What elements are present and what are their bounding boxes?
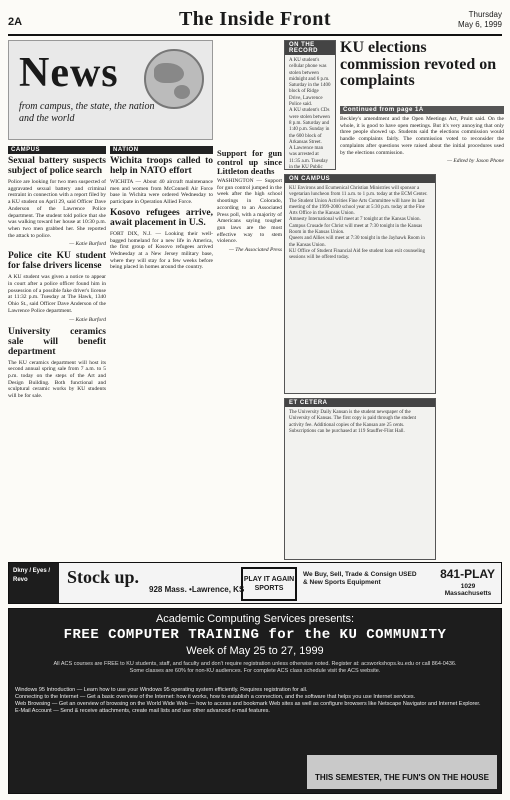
acs-presents: Academic Computing Services presents: bbox=[155, 613, 355, 625]
sports-store-logo: PLAY IT AGAIN SPORTS bbox=[241, 567, 297, 601]
ku-continued-label: Continued from page 1A bbox=[340, 106, 504, 114]
sports-store-phone: 841-PLAY bbox=[440, 567, 495, 581]
campus-event: The Student Union Activities Fine Arts Committee will have its last meeting of the 1999-2000 school year at 5:30 p.m. today at the Fine Arts Office in the Kansas Union. bbox=[289, 198, 425, 217]
campus-story2-byline: — Katie Burford bbox=[69, 316, 106, 323]
nation-story2-body: FORT DIX, N.J. — Looking their well-bagged homeland for a new life in America, the first group of Kosovo refugees arrived Wednesday at a New Jersey military base, where they will stay for a few weeks before being placed in homes around the country. bbox=[110, 230, 213, 271]
nation-kicker: NATION bbox=[110, 146, 213, 154]
et-cetera-box bbox=[284, 398, 436, 560]
nation-story3-body: WASHINGTON — Support for gun control jumped in the week after the high school shootings in Colorado, according to an Associated Press poll, with a majority of Americans saying tougher gun laws are the most effective way to stem violence. bbox=[217, 178, 282, 245]
nation-column bbox=[110, 146, 213, 558]
campus-kicker: CAMPUS bbox=[8, 146, 106, 154]
on-the-record-list bbox=[285, 55, 335, 170]
issue-date bbox=[458, 10, 502, 30]
stock-up-ad bbox=[8, 562, 502, 604]
record-item: A KU student's CDs were stolen between 8 p.m. Saturday and 1:40 p.m. Sunday in the 600 block of Arkansas Street. bbox=[289, 108, 330, 145]
campus-event: KU Environs and Ecumenical Christian Ministries will sponsor a vegetarian luncheon from 11 a.m. to 1 p.m. today at the ECM Center. bbox=[289, 186, 428, 198]
sports-store-tagline: We Buy, Sell, Trade & Consign USED & New Sports Equipment bbox=[303, 571, 417, 586]
campus-story3-headline: University ceramics sale will benefit department bbox=[8, 326, 106, 357]
campus-column bbox=[8, 146, 106, 558]
stock-up-address: 928 Mass. •Lawrence, KS bbox=[149, 585, 245, 594]
acs-session: Web Browsing — Get an overview of browsing on the World Wide Web — how to access and bookmark Web sites as well as configure browsers like Netscape Navigator and Internet Explorer. bbox=[15, 701, 481, 707]
et-cetera-kicker: ET CETERA bbox=[285, 399, 435, 407]
acs-session: Windows 95 Introduction — Learn how to use your Windows 95 operating system efficiently. Requires registration for all. bbox=[15, 687, 308, 693]
campus-story2-body: A KU student was given a notice to appear in court after a police officer found him in possession of a possible fake driver's license at 11:32 p.m. Tuesday at The Hawk, 1340 Ohio St., said Officer Dave Anderson of the Lawrence Police department. bbox=[8, 274, 106, 314]
issue-date-text: May 6, 1999 bbox=[457, 20, 502, 29]
campus-event: Amnesty International will meet at 7 tonight at the Kansas Union. bbox=[289, 217, 421, 223]
nation-story3-headline: Support for gun control up since Littleton deaths bbox=[217, 148, 282, 176]
campus-event: KU Office of Student Financial Aid fee student loan exit counseling sessions will be offered today. bbox=[289, 248, 425, 261]
on-campus-kicker: ON CAMPUS bbox=[285, 175, 435, 183]
campus-story3-body: The KU ceramics department will host its second annual spring sale from 7 a.m. to 5 p.m. today on the steps of the Art and Design Building. Both functional and sculptural ceramic works by KU students will be for sale. bbox=[8, 359, 106, 400]
campus-story2-headline: Police cite KU student for false drivers license bbox=[8, 251, 106, 272]
acs-headline: FREE COMPUTER TRAINING for the KU COMMUNITY bbox=[63, 627, 447, 643]
campus-story1-headline: Sexual battery suspects subject of police search bbox=[8, 156, 106, 176]
record-item: A KU student's cellular phone was stolen between midnight and 6 p.m. Saturday in the 1400 block of Ridge Drive, Lawrence Police said. bbox=[289, 58, 331, 108]
ku-elections-headline: KU elections commission revoted on complaints bbox=[340, 39, 497, 89]
acs-session: Connecting to the Internet — Get a basic overview of the Internet: how it works, how to establish a connection, and the software that helps you use Internet services. bbox=[15, 694, 416, 700]
nation-spacer bbox=[217, 40, 277, 52]
stock-up-headline: Stock up. bbox=[67, 567, 140, 587]
acs-intro: All ACS courses are FREE to KU students, staff, and faculty and don't require registration unless otherwise noted. Register at: acsworkshops.ku.edu or call 864-0436. Some classes are 60% for non-KU audiences. For complete ACS class schedule visit the ACS website. bbox=[53, 661, 457, 674]
on-the-record-box bbox=[284, 40, 336, 170]
news-banner-title: News bbox=[19, 50, 119, 96]
globe-icon bbox=[144, 49, 204, 109]
campus-story1-body: Police are looking for two men suspected of aggravated sexual battery and criminal restraint in connection with a report filed by a KU student on April 29, said Officer Dave Anderson of the Lawrence Police department. The student told police that she was walking toward her house at 10:30 p.m. when two men grabbed her. She reported the attack to police. bbox=[8, 179, 106, 239]
academic-computing-ad bbox=[8, 608, 502, 794]
news-banner-tagline: from campus, the state, the nation and the world bbox=[19, 101, 155, 124]
ku-elections-body: Beckley's amendment and the Open Meetings Act, Pruitt said. On the whole, it is good to have open meetings. But it's very annoying that only three people showed up. Students said the elections commission would handle complaints fairly. The commission voted to reconsider the complaints after questions were raised about the initial procedures used by the elections commission. bbox=[340, 116, 504, 156]
on-the-record-kicker: ON THE RECORD bbox=[285, 41, 335, 55]
page-number: 2A bbox=[8, 16, 23, 28]
acs-dates: Week of May 25 to 27, 1999 bbox=[186, 645, 324, 657]
ku-elections-story bbox=[340, 106, 504, 396]
ku-elections-byline: — Edited by Jason Phone bbox=[447, 158, 504, 165]
campus-story1-byline: — Katie Burford bbox=[69, 241, 106, 248]
news-banner bbox=[8, 40, 213, 140]
nation-story1-body: WICHITA — About 40 aircraft maintenance men and women from McConnell Air Force base in Wichita were ordered Wednesday to participate in Operation Allied Force. bbox=[110, 179, 213, 206]
campus-event: Queers and Allies will meet at 7:30 tonight in the Jayhawk Room in the Kansas Union. bbox=[289, 236, 425, 248]
sports-store-address: 1029 Massachusetts bbox=[444, 583, 492, 597]
nation-column-2 bbox=[217, 146, 282, 558]
acs-session: E-Mail Account — Send & receive attachments, create mail lists and use other advanced e-mail features. bbox=[15, 708, 270, 714]
section-title: The Inside Front bbox=[178, 8, 332, 30]
nation-story2-headline: Kosovo refugees arrive, await placement in U.S. bbox=[110, 207, 213, 228]
nation-story1-headline: Wichita troops called to help in NATO effort bbox=[110, 156, 213, 176]
masthead bbox=[8, 6, 502, 36]
et-cetera-body: The University Daily Kansan is the student newspaper of the University of Kansas. The first copy is paid through the student activity fee. Additional copies of the Kansan are 25 cents. Subscriptions can be purchased at 119 Stauffer-Flint Hall. bbox=[289, 410, 416, 434]
nation-story3-byline: — The Associated Press bbox=[228, 247, 282, 254]
acs-footer-banner: THIS SEMESTER, THE FUN'S ON THE HOUSE bbox=[307, 755, 497, 789]
record-item: A Lawrence man was arrested at 11:35 a.m. Tuesday in the KU Public bbox=[289, 146, 328, 170]
campus-event: Campus Crusade for Christ will meet at 7:30 tonight in the Kansas Room in the Kansas Union. bbox=[289, 223, 423, 236]
issue-day: Thursday bbox=[468, 10, 502, 19]
eyewear-brands-logo: Dkny / Eyes / Revo bbox=[9, 563, 59, 604]
